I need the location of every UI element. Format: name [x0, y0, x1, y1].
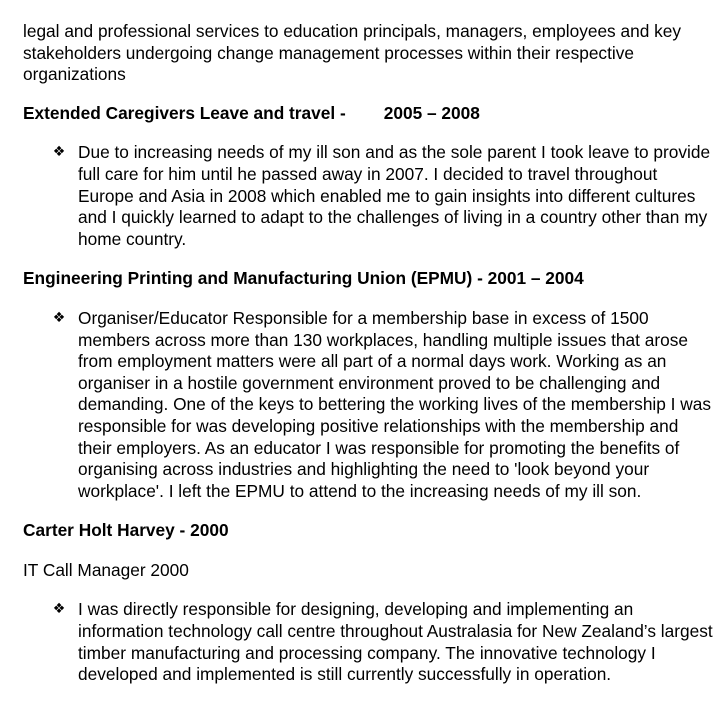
- diamond-bullet-icon: ❖: [52, 309, 66, 326]
- bullet-item: [23, 142, 713, 250]
- bullet-item: [23, 308, 713, 502]
- bullet-text: I was directly responsible for designing, developing and implementing an information technology call centre throughout Australasia for New Zealand’s largest timber manufacturing and processing company. The innovative technology I developed and implemented is still currently successfully in operation.: [78, 599, 713, 685]
- section-heading-extended-caregivers-leave: [23, 103, 713, 125]
- bullet-text: Due to increasing needs of my ill son and as the sole parent I took leave to provide full care for him until he passed away in 2007. I decided to travel throughout Europe and Asia in 2008 which enabled me to gain insights into different cultures and I quickly learned to adapt to the challenges of living in a country other than my home country.: [78, 142, 711, 249]
- job-title: IT Call Manager 2000: [23, 559, 189, 580]
- intro-paragraph: legal and professional services to education principals, managers, employees and key stakeholders undergoing change management processes within their respective organizations: [23, 21, 682, 85]
- bullet-item: [23, 599, 713, 685]
- cv-document: [23, 21, 713, 704]
- diamond-bullet-icon: ❖: [52, 601, 66, 618]
- bullet-text: Organiser/Educator Responsible for a membership base in excess of 1500 members across more than 130 workplaces, handling multiple issues that arose from employment matters were all part of a normal days work. Working as an organiser in a hostile government environment proved to be challenging and demanding. One of the keys to bettering the working lives of the membership I was responsible for was developing positive relationships with the membership and their employers. As an educator I was responsible for promoting the benefits of organising across industries and highlighting the need to 'look beyond your workplace'. I left the EPMU to attend to the increasing needs of my ill son.: [78, 307, 712, 501]
- section-dates: 2005 – 2008: [383, 102, 480, 123]
- section-title: Extended Caregivers Leave and travel -: [23, 102, 346, 123]
- section-heading-epmu: Engineering Printing and Manufacturing Union (EPMU) - 2001 – 2004: [23, 268, 584, 289]
- diamond-bullet-icon: ❖: [52, 144, 66, 161]
- section-heading-carter-holt-harvey: Carter Holt Harvey - 2000: [23, 520, 229, 541]
